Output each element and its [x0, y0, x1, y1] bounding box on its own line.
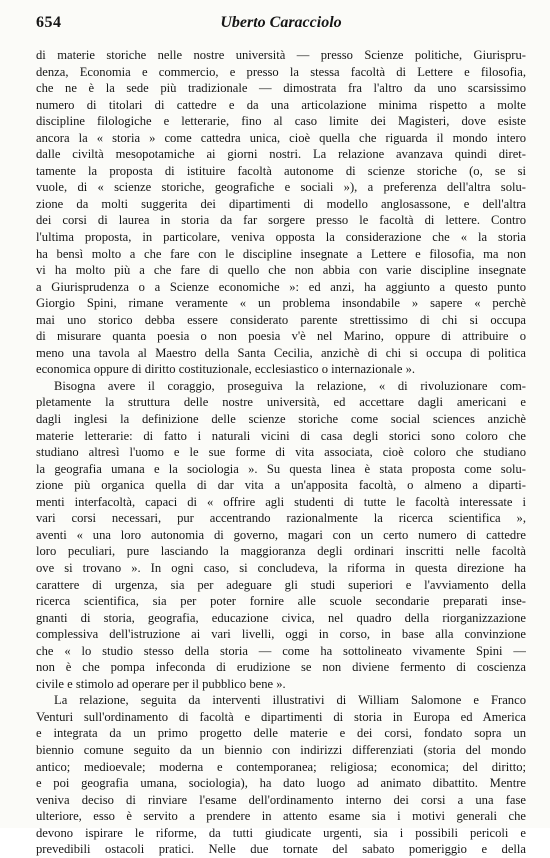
text-line: dei corsi di laurea in storia da far sorgere presso le facoltà di lettere. Contro [36, 213, 526, 228]
text-line: vuole, di « scienze storiche, geografiche e sociali »), a preferenza dell'altra solu- [36, 180, 526, 195]
text-line: denza, Economia e commercio, e presso la stessa facoltà di Lettere e filosofia, [36, 64, 526, 79]
text-line: economica oppure di diritto costituzionale, ecclesiastico o internazionale ». [36, 362, 416, 377]
text-line: devono ispirare le riforme, da tutti giudicate urgenti, sia i possibili pericoli e [36, 825, 526, 840]
text-line: mai uno storico debba essere considerato parente strettissimo di chi si occupa [36, 312, 526, 327]
text-line: ancora la « storia » come cattedra unica, cioè quella che riguarda il mondo intero [36, 130, 526, 145]
text-line: Giorgio Spini, rimane veramente « un problema insondabile » sapere « perchè [36, 296, 526, 311]
text-line: dagli inglesi la definizione delle scienze storiche come social sciences anzichè [36, 412, 526, 427]
text-line: di misurare quanta poesia o non poesia v'è nel Marino, oppure di attribuire o [36, 329, 526, 344]
text-line: ha bensì molto a che fare con le discipline insegnate a Lettere e filosofia, ma non [36, 246, 526, 261]
text-line: complessiva dell'istruzione ai vari livelli, oggi in corso, in base alla convinzione [36, 627, 526, 642]
text-line: che « lo studio stesso della storia — come ha sottolineato vivamente Spini — [36, 643, 526, 658]
text-line: discipline filologiche e letterarie, fino al caso limite dei Magisteri, dove esiste [36, 114, 526, 129]
text-line: la geografia umana e la sociologia ». Su questa linea è stata proposta come solu- [36, 461, 526, 476]
text-line: pletamente la struttura delle nostre università, ed accettare dagli americani e [36, 395, 526, 410]
text-line: numero di titolari di cattedre e da una articolazione minima rispetto a molte [36, 97, 526, 112]
text-line: biennio comune seguito da un biennio con indirizzi differenziati (storia del mondo [36, 742, 526, 757]
text-line: gnanti di storia, geografia, educazione civica, nel quadro della riorganizzazione [36, 610, 526, 625]
text-line: zione più organica quella di dar vita a un'apposita facoltà, o almeno a diparti- [36, 478, 526, 493]
text-line: veniva deciso di rinviare l'esame dell'ordinamento interno dei corsi a una fase [36, 792, 526, 807]
running-title: Uberto Caracciolo [220, 14, 342, 31]
text-line: e integrata da un primo progetto delle materie e dei corsi, fondato sopra un [36, 726, 526, 741]
text-line: che ne è la sede più tradizionale — dimostrata fra l'altro da uno scarsissimo [36, 81, 526, 96]
text-line: loro peculiari, pure lasciando la maggioranza degli ordinari inscritti nelle facoltà [36, 544, 526, 559]
text-line: dalle civiltà mesopotamiche ai giorni nostri. La relazione avanzava quindi diret- [36, 147, 526, 162]
text-line: ricerca scientifica, sia per poter fornire alle scuole secondarie preparati inse- [36, 594, 526, 609]
text-line: Bisogna avere il coraggio, proseguiva la relazione, « di rivoluzionare com- [54, 378, 526, 393]
text-line: l'ultima proposta, in particolare, veniva opposta la considerazione che « la storia [36, 230, 526, 245]
text-line: vi ha molto più a che fare di quello che non abbia con varie discipline insegnate [36, 263, 526, 278]
text-line: a Giurisprudenza o a Scienze economiche »: ed anzi, ha aggiunto a questo punto [36, 279, 526, 294]
text-line: antico; medioevale; moderna e contemporanea; religiosa; economica; del diritto; [36, 759, 526, 774]
text-line: meno una tavola al Maestro della Santa Cecilia, anzichè di chi si occupa di politica [36, 345, 526, 360]
text-line: ove si trovano ». In ogni caso, si concludeva, la riforma in questa direzione ha [36, 560, 526, 575]
text-line: zione da molti suggerita dei dipartimenti di modello anglosassone, e dell'altra [36, 196, 526, 211]
text-line: non è che pompa infeconda di erudizione se non diviene fermento di coscienza [36, 660, 526, 675]
text-line: carattere di urgenza, sia per adeguare gli studi superiori e l'avviamento della [36, 577, 526, 592]
text-line: prevedibili ostacoli pratici. Nelle due tornate del sabato pomeriggio e della [36, 842, 526, 857]
text-line: di materie storiche nelle nostre università — presso Scienze politiche, Giurispru- [36, 48, 526, 62]
running-header [36, 14, 526, 36]
page-number: 654 [36, 14, 62, 31]
text-line: menti interfacoltà, capaci di « offrire agli studenti di tutte le facoltà interessate i [36, 494, 526, 509]
text-line: studiano altresì l'uomo e le sue forme di vita associata, cioè coloro che studiano [36, 445, 526, 460]
text-line: aventi « una loro autonomia di governo, magari con un certo numero di cattedre [36, 527, 526, 542]
text-line: vari corsi necessari, pur accentrando razionalmente la ricerca scientifica », [36, 511, 526, 526]
text-line: materie letterarie: di fatto i naturali vicini di casa degli storici sono coloro che [36, 428, 526, 443]
text-line: La relazione, seguita da interventi illustrativi di William Salomone e Franco [54, 693, 526, 708]
text-line: civile e stimolo ad operare per il pubblico bene ». [36, 676, 286, 691]
text-line: Venturi sull'ordinamento di facoltà e dipartimenti di storia in Europa ed America [36, 709, 526, 724]
body-text [36, 47, 526, 858]
text-line: e poi geografia umana, sociologia), ha dato luogo ad animato dibattito. Mentre [36, 776, 526, 791]
text-line: tamente la proposta di istituire facoltà autonome di scienze storiche (o, se si [36, 163, 526, 178]
text-line: ulteriore, esso è servito a prendere in attento esame sia i motivi generali che [36, 809, 526, 824]
